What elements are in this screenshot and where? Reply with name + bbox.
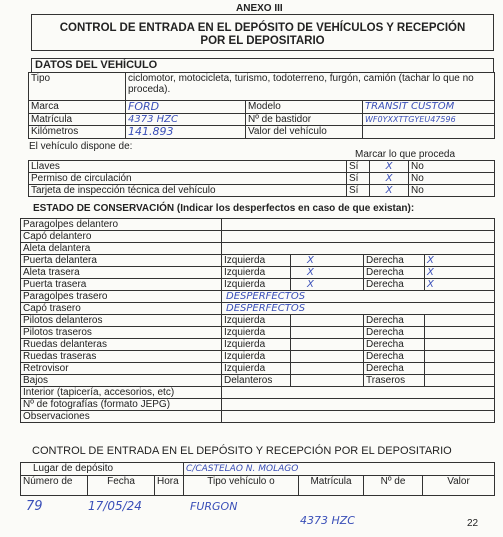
bastidor-label: Nº de bastidor xyxy=(246,114,363,126)
cons-row-label: Interior (tapicería, accesorios, etc) xyxy=(21,387,222,399)
header-title: CONTROL DE ENTRADA EN EL DEPÓSITO DE VEHÍCULOS Y RECEPCIÓN POR EL DEPOSITARIO xyxy=(59,22,466,47)
matricula-value: 4373 HZC xyxy=(128,114,178,125)
modelo-value: TRANSIT CUSTOM xyxy=(365,101,455,112)
dispone-mark-cell xyxy=(370,173,409,185)
izq-mark-cell xyxy=(291,315,364,327)
dispone-item-label: Tarjeta de inspección técnica del vehículo xyxy=(29,185,347,197)
delanteros-label: Delanteros xyxy=(222,375,291,387)
cons-row-label: Retrovisor xyxy=(21,363,222,375)
cons-row-value xyxy=(222,219,495,231)
numero-value: 79 xyxy=(26,499,43,514)
cons-row-label: Puerta delantera xyxy=(21,255,222,267)
col-hora: Hora xyxy=(155,476,184,496)
der-label: Derecha xyxy=(364,339,425,351)
cons-row-value xyxy=(222,291,495,303)
no-label: No xyxy=(409,185,495,197)
col-matricula: Matrícula xyxy=(299,476,364,496)
traseros-label: Traseros xyxy=(364,375,425,387)
izq-label: Izquierda xyxy=(222,351,291,363)
der-label: Derecha xyxy=(364,351,425,363)
dispone-mark-cell xyxy=(370,185,409,197)
si-label: Sí xyxy=(347,173,370,185)
dispone-item-label: Permiso de circulación xyxy=(29,173,347,185)
fecha-value: 17/05/24 xyxy=(88,499,142,513)
cons-row-label: Capó delantero xyxy=(21,231,222,243)
cons-row-label: Ruedas delanteras xyxy=(21,339,222,351)
izq-label: Izquierda xyxy=(222,279,291,291)
der-label: Derecha xyxy=(364,327,425,339)
dispone-table xyxy=(28,160,495,197)
der-mark: X xyxy=(427,255,434,266)
tipo-label: Tipo xyxy=(29,73,126,101)
col-valor: Valor xyxy=(423,476,495,496)
valor-cell xyxy=(363,126,495,139)
annex-label: ANEXO III xyxy=(236,3,283,14)
si-label: Sí xyxy=(347,161,370,173)
si-label: Sí xyxy=(347,185,370,197)
izq-mark: X xyxy=(307,267,314,278)
cons-row-value xyxy=(222,231,495,243)
footer-matricula-value: 4373 HZC xyxy=(300,514,355,527)
col-numero: Número de xyxy=(21,476,88,496)
der-mark: X xyxy=(427,267,434,278)
cons-row-value xyxy=(222,303,495,315)
izq-label: Izquierda xyxy=(222,315,291,327)
conservation-table xyxy=(20,218,495,423)
izq-mark-cell xyxy=(291,363,364,375)
der-mark-cell xyxy=(425,327,495,339)
cons-row-label: Bajos xyxy=(21,375,222,387)
izq-label: Izquierda xyxy=(222,267,291,279)
der-mark-cell xyxy=(425,255,495,267)
no-label: No xyxy=(409,161,495,173)
cons-row-label: Paragolpes delantero xyxy=(21,219,222,231)
der-label: Derecha xyxy=(364,255,425,267)
marca-cell xyxy=(126,101,246,114)
der-mark-cell xyxy=(425,351,495,363)
col-tipo: Tipo vehículo o xyxy=(184,476,299,496)
der-label: Derecha xyxy=(364,279,425,291)
der-label: Derecha xyxy=(364,267,425,279)
izq-mark-cell xyxy=(291,279,364,291)
der-mark-cell xyxy=(425,267,495,279)
izq-label: Izquierda xyxy=(222,255,291,267)
valor-label: Valor del vehículo xyxy=(246,126,363,139)
km-cell xyxy=(126,126,246,139)
conservation-title: ESTADO DE CONSERVACIÓN (Indicar los desperfectos en caso de que existan): xyxy=(33,203,415,214)
cons-row-label: Observaciones xyxy=(21,411,222,423)
izq-mark-cell xyxy=(291,267,364,279)
cons-row-label: Puerta trasera xyxy=(21,279,222,291)
page-number: 22 xyxy=(467,518,479,529)
izq-label: Izquierda xyxy=(222,327,291,339)
cons-row-label: Pilotos traseros xyxy=(21,327,222,339)
der-mark-cell xyxy=(425,315,495,327)
dispone-mark: X xyxy=(385,161,393,172)
izq-mark-cell xyxy=(291,339,364,351)
col-fecha: Fecha xyxy=(88,476,155,496)
dispone-item-label: Llaves xyxy=(29,161,347,173)
traseros-cell xyxy=(425,375,495,387)
der-label: Derecha xyxy=(364,363,425,375)
cons-row-value xyxy=(222,243,495,255)
bastidor-value: WF0YXXTTGYEU47596 xyxy=(365,115,456,124)
modelo-cell xyxy=(363,101,495,114)
vehicle-section-header xyxy=(31,58,494,73)
cons-row-value xyxy=(222,387,495,399)
cons-row-label: Nº de fotografías (formato JEPG) xyxy=(21,399,222,411)
der-mark-cell xyxy=(425,279,495,291)
lugar-value: C/CASTELAO N. MOLAGO xyxy=(186,464,299,474)
vehicle-table xyxy=(28,72,495,139)
km-label: Kilómetros xyxy=(29,126,126,139)
cons-row-value xyxy=(222,399,495,411)
lugar-cell xyxy=(184,463,495,476)
dispone-mark-label: Marcar lo que proceda xyxy=(355,149,456,160)
km-value: 141.893 xyxy=(128,125,174,138)
dispone-mark-cell xyxy=(370,161,409,173)
matricula-cell xyxy=(126,114,246,126)
tipo-options: ciclomotor, motocicleta, turismo, todoterreno, furgón, camión (tachar lo que no proceda). xyxy=(126,73,495,101)
desperfectos-note: DESPERFECTOS xyxy=(226,303,306,314)
marca-value: FORD xyxy=(128,100,160,113)
izq-mark: X xyxy=(307,255,314,266)
dispone-mark: X xyxy=(385,173,393,184)
der-label: Derecha xyxy=(364,315,425,327)
izq-mark-cell xyxy=(291,327,364,339)
dispone-title: El vehículo dispone de: xyxy=(29,141,133,152)
delanteros-cell xyxy=(291,375,364,387)
lugar-label: Lugar de depósito xyxy=(21,463,184,476)
cons-row-label: Aleta trasera xyxy=(21,267,222,279)
cons-row-label: Paragolpes trasero xyxy=(21,291,222,303)
izq-mark-cell xyxy=(291,255,364,267)
izq-mark-cell xyxy=(291,351,364,363)
cons-row-value xyxy=(222,411,495,423)
footer-title: CONTROL DE ENTRADA EN EL DEPÓSITO Y RECEPCIÓN POR EL DEPOSITARIO xyxy=(32,445,452,457)
bastidor-cell xyxy=(363,114,495,126)
cons-row-label: Ruedas traseras xyxy=(21,351,222,363)
no-label: No xyxy=(409,173,495,185)
cons-row-label: Capó trasero xyxy=(21,303,222,315)
der-mark: X xyxy=(427,279,434,290)
desperfectos-note: DESPERFECTOS xyxy=(226,291,306,302)
matricula-label: Matrícula xyxy=(29,114,126,126)
footer-table xyxy=(20,462,495,496)
der-mark-cell xyxy=(425,339,495,351)
header-box xyxy=(31,14,494,51)
modelo-label: Modelo xyxy=(246,101,363,114)
vehicle-section-title: DATOS DEL VEHÍCULO xyxy=(35,59,158,71)
marca-label: Marca xyxy=(29,101,126,114)
cons-row-label: Aleta delantera xyxy=(21,243,222,255)
col-nde: Nº de xyxy=(364,476,423,496)
izq-label: Izquierda xyxy=(222,339,291,351)
dispone-mark: X xyxy=(385,185,393,196)
der-mark-cell xyxy=(425,363,495,375)
cons-row-label: Pilotos delanteros xyxy=(21,315,222,327)
tipo-value: FURGON xyxy=(190,500,238,513)
izq-label: Izquierda xyxy=(222,363,291,375)
izq-mark: X xyxy=(307,279,314,290)
